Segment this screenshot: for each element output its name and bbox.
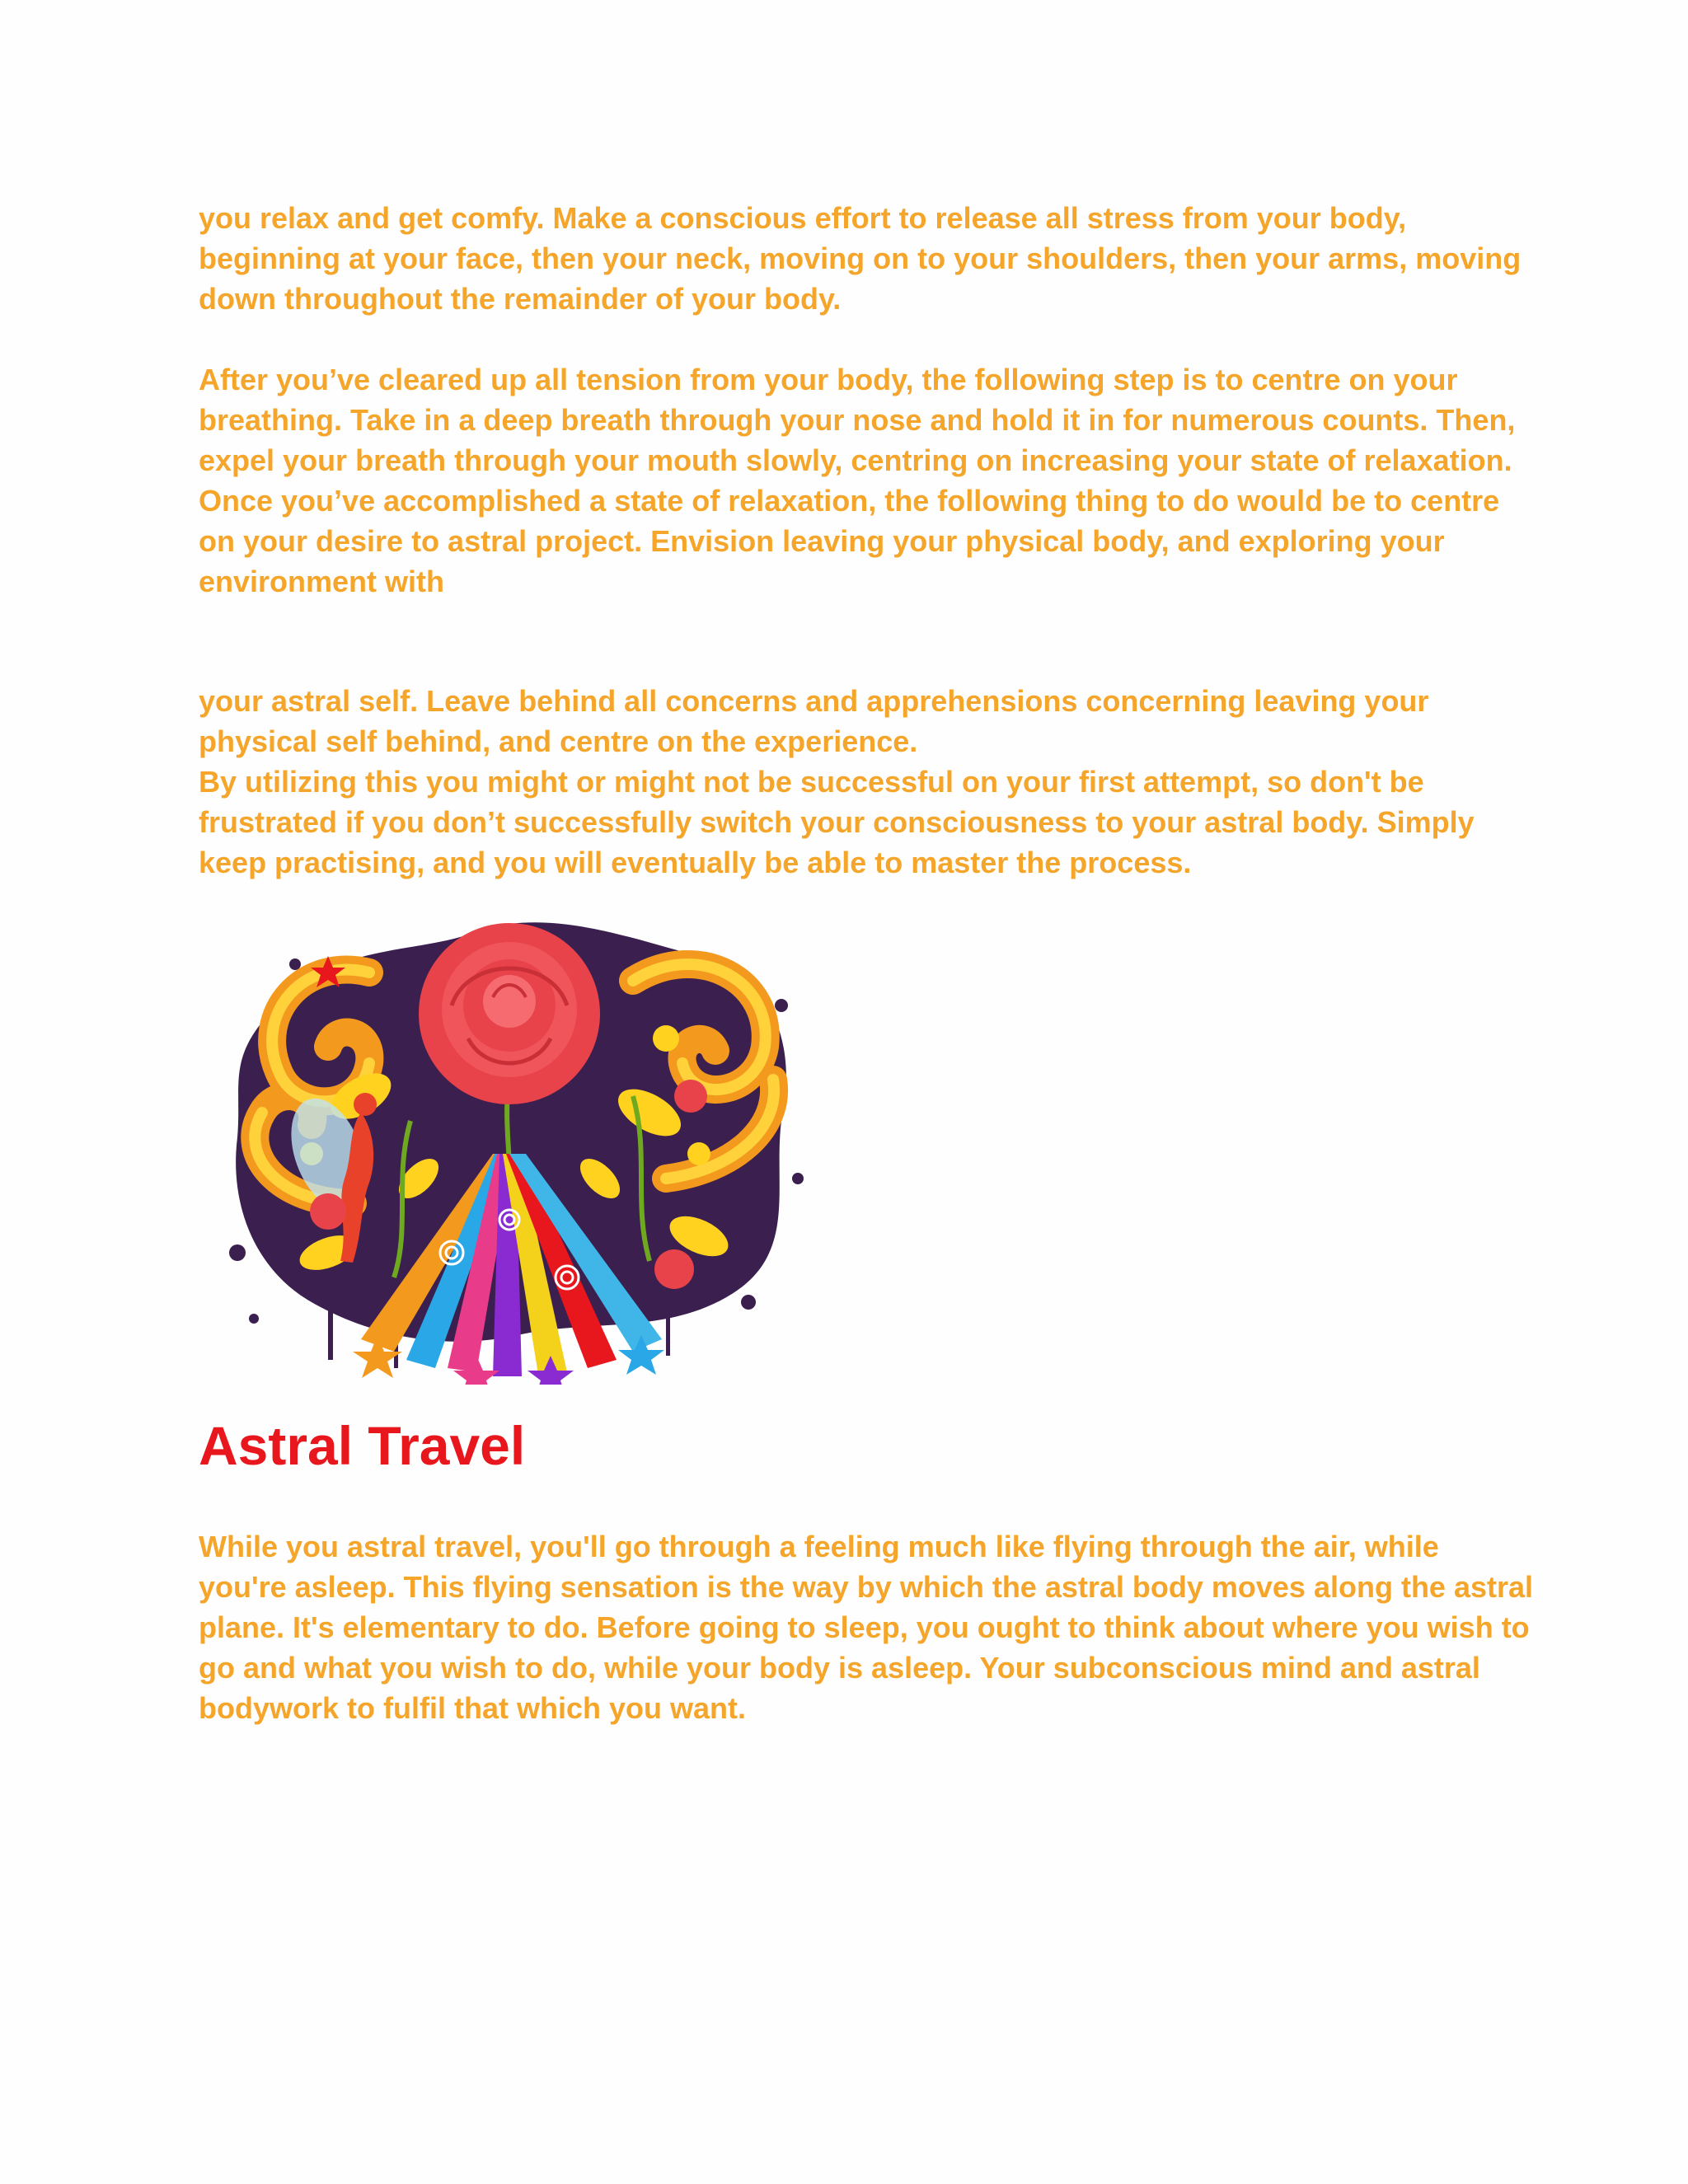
paragraph-spacer bbox=[199, 319, 1534, 359]
continuation-paragraph-practise: By utilizing this you might or might not be successful on your first attempt, so don't be frustrated if you don’t successfully switch your consciousness to your astral body. Simply keep practising, and you will eventually be able to master the process. bbox=[199, 765, 1475, 879]
astral-travel-paragraph: While you astral travel, you'll go through a feeling much like flying through the air, while you're asleep. This flying sensation is the way by which the astral body moves along the astral plane. It's elementary to do. Before going to sleep, you ought to think about where you wish to go and what you wish to do, while your body is asleep. Your subconscious mind and astral bodywork to fulfil that which you want. bbox=[199, 1530, 1534, 1725]
intro-paragraph-desire: Once you’ve accomplished a state of relaxation, the following thing to do would be to centre on your desire to astral project. Envision leaving your physical body, and exploring your environment with bbox=[199, 484, 1500, 598]
rose-swirl-fairy-illustration bbox=[204, 907, 814, 1385]
continuation-paragraph-astral-self: your astral self. Leave behind all concerns and apprehensions concerning leaving your physical self behind, and centre on the experience. bbox=[199, 684, 1429, 758]
big-rose bbox=[419, 923, 600, 1104]
intro-text-block bbox=[199, 198, 1534, 602]
astral-travel-text-block bbox=[199, 1526, 1534, 1728]
intro-paragraph-breathing: After you’ve cleared up all tension from your body, the following step is to centre on your breathing. Take in a deep breath through your nose and hold it in for numerous counts. Then, expel your breath through your mouth slowly, centring on increasing your state of relaxation. bbox=[199, 363, 1516, 477]
intro-paragraph-relax: you relax and get comfy. Make a conscious effort to release all stress from your body, beginning at your face, then your neck, moving on to your shoulders, then your arms, moving down throughout the remainder of your body. bbox=[199, 201, 1522, 316]
section-heading: Astral Travel bbox=[199, 1415, 526, 1476]
continuation-text-block bbox=[199, 681, 1534, 883]
